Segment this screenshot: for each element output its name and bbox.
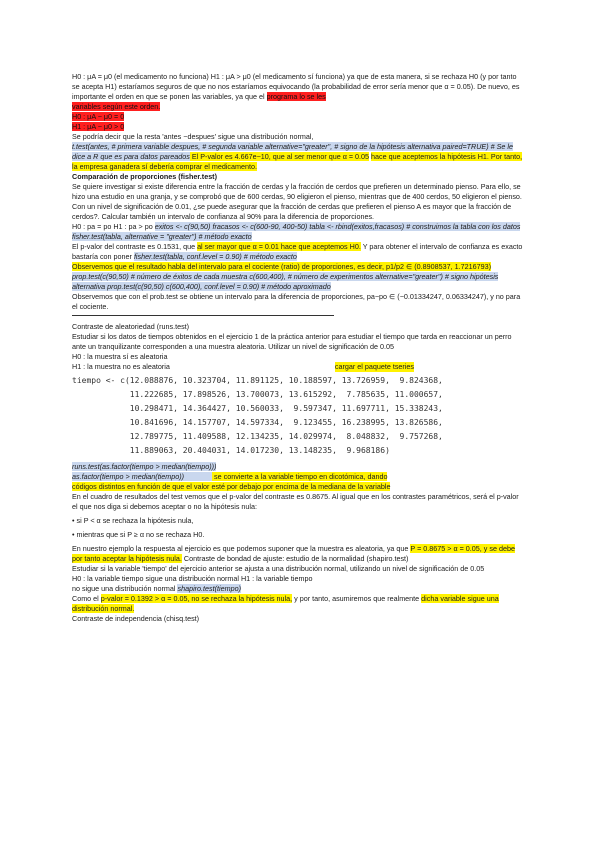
h1-formula: H1 : μA − μ0 > 0 — [72, 122, 125, 131]
shapiro-result-mid: y por tanto, asumiremos que realmente — [292, 594, 422, 603]
hypothesis-paragraph — [72, 72, 524, 112]
proportions-exercise-text: Se quiere investigar si existe diferencia entre la fracción de cerdas y la fracción de cerdos que prefieren un determinado pienso. Para ello, se hizo una estudio en una granja, y se comprobó que de 600 cerdas, 90 eligieron el pienso, mientras que de 400 cerdos, 50 eligieron el pienso. Con un nivel de significación de 0.01, ¿se puede asegurar que la fracción de cerdas que prefieren el pienso A es mayor que la fracción de cerdos?. Calcular también un intervalo de confianza al 90% para la diferencia de proporciones. — [72, 182, 522, 221]
code-line: tiempo <- c(12.088876, 10.323704, 11.891125, 10.188597, 13.726959, 9.824368, — [72, 376, 443, 385]
proportions-hypotheses: H0 : pa = po H1 : pa > po — [72, 222, 155, 231]
shapiro-hypotheses: H0 : la variable tiempo sigue una distribución normal H1 : la variable tiempo — [72, 574, 313, 583]
shapiro-code: shapiro.test(tiempo) — [177, 584, 241, 593]
fisher-code: exitos <- c(90,50) fracasos <- c(600-90, 400-50) tabla <- rbind(exitos,fracasos) # construimos la tabla con los datos fisher.test(tabla, alternative = "greater") # método exacto — [72, 222, 521, 241]
proptest-note: Observemos que con el prob.test se obtiene un intervalo para la diferencia de proporciones, pa−po ∈ (−0.01334247, 0.06334247), y no para el cociente. — [72, 292, 521, 311]
load-package-note: cargar el paquete tseries — [334, 362, 414, 371]
h0-formula: H0 : μA − μ0 = 0 — [72, 112, 125, 121]
code-line: 10.841696, 14.157707, 14.597334, 9.123455, 16.238995, 13.826586, — [72, 418, 443, 427]
runs-h1-row — [72, 362, 524, 372]
proptest-code: prop.test(c(90,50) # número de éxitos de cada muestra c(600,400), # número de experimentos alternative="greater") # signo hipótesis alternativa prop.test(c(90,50) c(600,400), conf.level = 0.90) # método aproximado — [72, 272, 499, 291]
ratio-interval-highlight: Observemos que el resultado habla del intervalo para el cociente (ratio) de proporciones, es decir, p1/p2 ∈ (0.8908537, 1.7216793) — [72, 262, 492, 271]
red-highlight-2: variables según este orden. — [72, 102, 161, 111]
conclusion-highlight: hace que aceptemos la hipótesis H1. Por tanto, la empresa ganadera sí debería comprar el medicamento. — [72, 152, 523, 171]
shapiro-title-inline: Contraste de bondad de ajuste: estudio de la normalidad (shapiro.test) — [181, 554, 409, 563]
runs-conclusion-text: En nuestro ejemplo la respuesta al ejercicio es que podemos suponer que la muestra es aleatoria, ya que — [72, 544, 411, 553]
runs-conclusion-highlight: P = 0.8675 > α = 0.05, y se debe por tanto aceptar la hipótesis nula. — [72, 544, 515, 563]
rule-bullet: • si P < α se rechaza la hipótesis nula, — [72, 516, 194, 525]
section-title-proportions: Comparación de proporciones (fisher.test) — [72, 172, 217, 181]
runs-test-code: runs.test(as.factor(tiempo > median(tiempo))) — [72, 462, 217, 471]
code-line: 11.222685, 17.898526, 13.700073, 13.615292, 7.785635, 11.000657, — [72, 390, 443, 399]
ttest-code: t.test(antes, # primera variable despues, # segunda variable alternative="greater", # signo de la hipótesis alternativa paired=TRUE) # Se le dice a R que es para datos pareados — [72, 142, 513, 161]
shapiro-h1-tail: no sigue una distribución normal — [72, 584, 178, 593]
runs-result-text: En el cuadro de resultados del test vemos que el p-valor del contraste es 0.8675. Al igual que en los contrastes paramétricos, será el p-valor el que nos diga si debemos aceptar o no la hipótesis nula: — [72, 492, 519, 511]
runs-exercise-text: Estudiar si los datos de tiempos obtenidos en el ejercicio 1 de la práctica anterior para estudiar el tiempo que tarda en reaccionar un perro ante un tranquilizante corresponden a una muestra aleatoria. Utilizar un nivel de significación de 0.05 — [72, 332, 512, 351]
fisher-result-text: El p-valor del contraste es 0.1531, que — [72, 242, 198, 251]
section-title-chisq: Contraste de independencia (chisq.test) — [72, 614, 200, 623]
runs-h1: H1 : la muestra no es aleatoria — [72, 362, 170, 371]
shapiro-conclusion-highlight: dicha variable sigue una distribución normal. — [72, 594, 499, 613]
tiempo-vector-code — [72, 374, 524, 458]
asfactor-code: as.factor(tiempo > median(tiempo)) — [72, 472, 212, 481]
red-highlight: programa lo se les — [266, 92, 326, 101]
code-line: 11.889063, 20.404031, 14.017230, 13.148235, 9.968186) — [72, 446, 390, 455]
code-line: 12.789775, 11.409588, 12.134235, 14.029974, 8.048832, 9.757268, — [72, 432, 443, 441]
hypothesis-text: H0 : μA = μ0 (el medicamento no funciona) H1 : μA > μ0 (el medicamento sí funciona) ya que de esta manera, si se rechaza H0 (y por tanto se acepta H1) estaríamos seguros de que no nos estaríamos equivocando (la probabilidad de error sería menor que α = 0.05). De nuevo, es importante el orden en que se ponen las variables, ya que el — [72, 72, 520, 101]
code-line: 10.298471, 14.364427, 10.560033, 9.597347, 11.697711, 15.338243, — [72, 404, 443, 413]
rule-bullet: • mientras que si P ≥ α no se rechaza H0. — [72, 530, 205, 539]
fisher-ci-text: Y para obtener el intervalo de confianza es exacto bastaría con poner — [72, 242, 523, 261]
fisher-conclusion-highlight: al ser mayor que α = 0.01 hace que aceptemos H0. — [197, 242, 361, 251]
shapiro-result-prefix: Como el — [72, 594, 101, 603]
section-divider — [72, 315, 334, 316]
shapiro-exercise-text: Estudiar si la variable 'tiempo' del ejercicio anterior se ajusta a una distribución normal, utilizando un nivel de significación de 0.05 — [72, 564, 485, 573]
pvalue-text: El P-valor es 4.667e−10, que al ser menor que α = 0.05 — [189, 152, 370, 161]
shapiro-pvalue-highlight: p-valor = 0.1392 > α = 0.05, no se rechaza la hipótesis nula, — [100, 594, 293, 603]
normality-assumption-text: Se podría decir que la resta 'antes −despues' sigue una distribución normal, — [72, 132, 314, 141]
runs-h0: H0 : la muestra sí es aleatoria — [72, 352, 168, 361]
fisher-ci-code: fisher.test(tabla, conf.level = 0.90) # método exacto — [133, 252, 297, 261]
document-page — [72, 72, 524, 624]
median-codes-note: códigos distintos en función de que el valor esté por debajo por encima de la mediana de la variable — [72, 482, 391, 491]
dichotomic-note: se convierte a la variable tiempo en dicotómica, dando — [212, 472, 388, 481]
section-title-runs: Contraste de aleatoriedad (runs.test) — [72, 322, 190, 331]
